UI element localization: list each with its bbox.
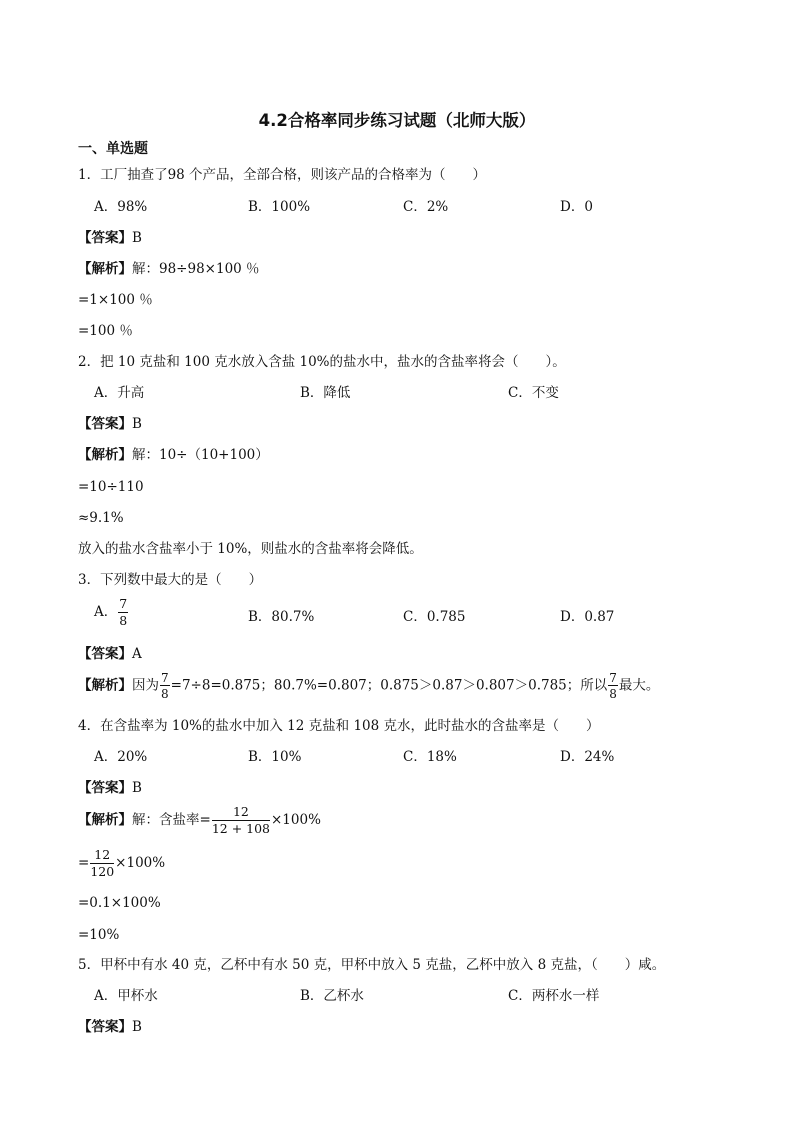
q1-analysis-line-1: 解：98÷98×100 ％	[132, 261, 260, 277]
analysis-tag: 【解析】	[78, 812, 132, 828]
question-4-stem: 4．在含盐率为 10%的盐水中加入 12 克盐和 108 克水，此时盐水的含盐率是（ ）	[78, 718, 600, 734]
q3-option-d: D．0.87	[560, 609, 615, 625]
q1-analysis-line-3: =100 ％	[78, 323, 133, 339]
answer-tag: 【答案】	[78, 1019, 132, 1035]
q4-analysis-line-4: =10%	[78, 927, 120, 943]
q5-option-a: A．甲杯水	[94, 988, 158, 1004]
q4-answer-value: B	[132, 780, 142, 796]
q4-option-a: A．20%	[94, 749, 148, 765]
q4-answer	[78, 779, 142, 797]
analysis-tag: 【解析】	[78, 447, 132, 463]
q1-option-d: D．0	[560, 199, 593, 215]
section-heading: 一、单选题	[78, 141, 148, 157]
q5-option-c: C．两杯水一样	[508, 988, 600, 1004]
question-2-stem: 2．把 10 克盐和 100 克水放入含盐 10%的盐水中，盐水的含盐率将会（ ）。	[78, 354, 566, 370]
q5-answer-value: B	[132, 1019, 142, 1035]
q3-option-b: B．80.7%	[248, 609, 315, 625]
question-1-stem: 1．工厂抽查了98 个产品，全部合格，则该产品的合格率为（ ）	[78, 167, 487, 183]
fraction-denominator: 120	[90, 863, 115, 879]
q2-option-c: C．不变	[508, 385, 559, 401]
q4-option-c: C．18%	[403, 749, 457, 765]
fraction	[118, 598, 128, 627]
fraction	[90, 849, 114, 878]
fraction-denominator: 12 + 108	[211, 820, 270, 836]
fraction-numerator: 7	[119, 596, 128, 611]
q4-option-d: D．24%	[560, 749, 615, 765]
q2-analysis	[78, 446, 269, 464]
q3-analysis-end: 最大。	[618, 677, 660, 694]
q3-answer-value: A	[132, 646, 142, 662]
q2-answer-value: B	[132, 416, 142, 432]
q3-answer	[78, 645, 142, 663]
q1-analysis-line-2: =1×100 ％	[78, 292, 153, 308]
q4-analysis	[78, 806, 321, 835]
q4-option-b: B．10%	[248, 749, 302, 765]
fraction-numerator: 12	[90, 849, 114, 864]
q2-analysis-line-2: =10÷110	[78, 479, 144, 495]
fraction	[608, 672, 618, 700]
fraction-numerator: 7	[161, 671, 169, 685]
fraction-numerator: 12	[212, 806, 270, 821]
q3-option-a-label: A．	[94, 604, 118, 620]
q2-answer	[78, 415, 142, 433]
q4-analysis-suffix: ×100%	[271, 812, 321, 828]
page-title: 4.2合格率同步练习试题（北师大版）	[258, 111, 536, 130]
q1-option-a: A．98%	[94, 199, 148, 215]
q1-option-c: C．2%	[403, 199, 449, 215]
answer-tag: 【答案】	[78, 780, 132, 796]
question-5-stem: 5．甲杯中有水 40 克，乙杯中有水 50 克，甲杯中放入 5 克盐，乙杯中放入 8 克盐，（ ）咸。	[78, 957, 666, 973]
q3-option-a	[94, 598, 129, 627]
fraction-denominator: 8	[609, 687, 617, 701]
answer-tag: 【答案】	[78, 646, 132, 662]
answer-tag: 【答案】	[78, 416, 132, 432]
q2-analysis-line-3: ≈9.1%	[78, 510, 124, 526]
fraction-denominator: 8	[161, 687, 169, 701]
q1-answer-value: B	[132, 230, 142, 246]
fraction-denominator: 8	[119, 612, 128, 628]
q2-analysis-line-4: 放入的盐水含盐率小于 10%，则盐水的含盐率将会降低。	[78, 541, 423, 557]
q1-option-b: B．100%	[248, 199, 311, 215]
q1-answer	[78, 229, 142, 247]
question-3-stem: 3．下列数中最大的是（ ）	[78, 572, 263, 588]
q4-analysis-line-2	[78, 849, 165, 878]
q4-analysis-pre: 解：含盐率=	[132, 812, 211, 828]
fraction	[160, 672, 170, 700]
analysis-tag: 【解析】	[78, 677, 132, 694]
q4-line2-pre: =	[78, 855, 90, 871]
fraction	[212, 806, 270, 835]
q5-answer	[78, 1018, 142, 1036]
q2-analysis-line-1: 解：10÷（10+100）	[132, 447, 269, 463]
q1-analysis	[78, 260, 260, 278]
q3-analysis-mid: =7÷8=0.875；80.7%=0.807；0.875＞0.87＞0.807＞0.785；所以	[170, 677, 608, 694]
q3-option-c: C．0.785	[403, 609, 466, 625]
q4-line2-suffix: ×100%	[115, 855, 166, 871]
q3-analysis-pre: 因为	[132, 677, 159, 694]
q2-option-a: A．升高	[94, 385, 145, 401]
fraction-numerator: 7	[609, 671, 617, 685]
answer-tag: 【答案】	[78, 230, 132, 246]
q3-analysis	[78, 672, 659, 700]
analysis-tag: 【解析】	[78, 261, 132, 277]
q5-option-b: B．乙杯水	[300, 988, 364, 1004]
q2-option-b: B．降低	[300, 385, 351, 401]
q4-analysis-line-3: =0.1×100%	[78, 895, 161, 911]
